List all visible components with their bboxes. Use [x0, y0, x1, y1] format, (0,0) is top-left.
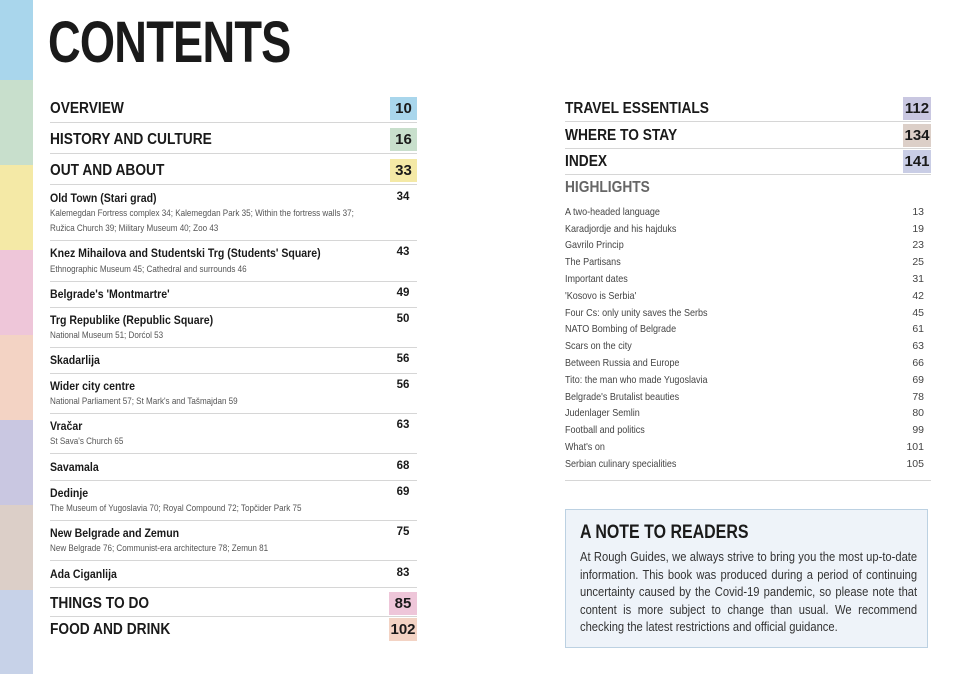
divider: [565, 121, 931, 122]
subsection-page: 75: [396, 526, 410, 538]
section-history-page: 16: [390, 128, 417, 151]
section-travel-essentials-page: 112: [903, 97, 931, 120]
subsection-title[interactable]: New Belgrade and Zemun: [50, 526, 180, 540]
section-index-label[interactable]: INDEX: [565, 153, 608, 170]
highlight-label[interactable]: A two-headed language: [565, 206, 660, 218]
highlight-page: 25: [912, 256, 924, 268]
subsection-title[interactable]: Belgrade's 'Montmartre': [50, 287, 170, 301]
note-title: A NOTE TO READERS: [580, 522, 749, 543]
stripe-segment: [0, 250, 33, 335]
highlight-label[interactable]: 'Kosovo is Serbia': [565, 290, 637, 302]
highlight-label[interactable]: Karadjordje and his hajduks: [565, 223, 677, 235]
subsection-title[interactable]: Vračar: [50, 419, 83, 433]
subsection-details: The Museum of Yugoslavia 70; Royal Compound 72; Topčider Park 75: [50, 503, 302, 514]
highlight-page: 69: [912, 374, 924, 386]
subsection-title[interactable]: Savamala: [50, 460, 99, 474]
subsection-title[interactable]: Wider city centre: [50, 379, 136, 393]
subsection-details: Kalemegdan Fortress complex 34; Kalemegdan Park 35; Within the fortress walls 37;: [50, 208, 354, 219]
subsection-page: 63: [396, 419, 410, 431]
subsection-details: New Belgrade 76; Communist-era architecture 78; Zemun 81: [50, 543, 269, 554]
highlight-label[interactable]: Judenlager Semlin: [565, 407, 640, 419]
divider: [50, 413, 417, 414]
section-out-about-page: 33: [390, 159, 417, 182]
subsection-details: Ružica Church 39; Military Museum 40; Zoo 43: [50, 223, 219, 234]
highlights-heading: HIGHLIGHTS: [565, 179, 650, 196]
subsection-details: National Museum 51; Dorćol 53: [50, 330, 164, 341]
highlight-page: 101: [906, 441, 924, 453]
divider: [50, 122, 417, 123]
subsection-title[interactable]: Trg Republike (Republic Square): [50, 313, 214, 327]
subsection-page: 69: [396, 486, 410, 498]
highlight-page: 78: [912, 391, 924, 403]
stripe-segment: [0, 590, 33, 674]
stripe-segment: [0, 420, 33, 505]
subsection-page: 43: [396, 246, 410, 258]
subsection-title[interactable]: Ada Ciganlija: [50, 567, 117, 581]
highlight-label[interactable]: Serbian culinary specialities: [565, 458, 677, 470]
stripe-segment: [0, 335, 33, 420]
highlight-page: 45: [912, 307, 924, 319]
stripe-segment: [0, 165, 33, 250]
highlight-label[interactable]: Football and politics: [565, 424, 645, 436]
highlight-page: 19: [912, 223, 924, 235]
stripe-segment: [0, 0, 33, 80]
section-travel-essentials-label[interactable]: TRAVEL ESSENTIALS: [565, 100, 709, 117]
divider: [50, 560, 417, 561]
highlight-label[interactable]: NATO Bombing of Belgrade: [565, 323, 677, 335]
subsection-page: 34: [396, 191, 410, 203]
divider: [50, 281, 417, 282]
divider: [50, 616, 417, 617]
highlight-page: 80: [912, 407, 924, 419]
highlight-label[interactable]: Scars on the city: [565, 340, 632, 352]
section-things-to-do-page: 85: [389, 592, 417, 615]
divider: [50, 153, 417, 154]
subsection-details: St Sava's Church 65: [50, 436, 124, 447]
note-to-readers-box: [565, 509, 928, 648]
highlight-label[interactable]: Important dates: [565, 273, 628, 285]
divider: [50, 373, 417, 374]
highlight-label[interactable]: Belgrade's Brutalist beauties: [565, 391, 680, 403]
section-food-drink-page: 102: [389, 618, 417, 641]
subsection-title[interactable]: Skadarlija: [50, 353, 100, 367]
subsection-details: National Parliament 57; St Mark's and Tašmajdan 59: [50, 396, 238, 407]
section-where-to-stay-page: 134: [903, 124, 931, 147]
subsection-title[interactable]: Knez Mihailova and Studentski Trg (Students' Square): [50, 246, 321, 260]
subsection-title[interactable]: Dedinje: [50, 486, 89, 500]
section-where-to-stay-label[interactable]: WHERE TO STAY: [565, 127, 678, 144]
divider: [565, 174, 931, 175]
divider: [50, 240, 417, 241]
highlight-page: 61: [912, 323, 924, 335]
highlight-page: 23: [912, 239, 924, 251]
highlight-page: 42: [912, 290, 924, 302]
subsection-page: 50: [396, 313, 410, 325]
stripe-segment: [0, 505, 33, 590]
highlight-page: 13: [912, 206, 924, 218]
divider: [50, 184, 417, 185]
highlight-page: 66: [912, 357, 924, 369]
highlight-page: 31: [912, 273, 924, 285]
highlight-page: 105: [906, 458, 924, 470]
section-things-to-do-label[interactable]: THINGS TO DO: [50, 595, 150, 612]
section-index-page: 141: [903, 150, 931, 173]
divider: [50, 520, 417, 521]
subsection-title[interactable]: Old Town (Stari grad): [50, 191, 157, 205]
divider: [50, 587, 417, 588]
divider: [50, 307, 417, 308]
stripe-segment: [0, 80, 33, 165]
highlight-page: 99: [912, 424, 924, 436]
highlight-page: 63: [912, 340, 924, 352]
subsection-page: 49: [396, 287, 410, 299]
note-body: At Rough Guides, we always strive to bring you the most up-to-date information. This book was produced during a period of continuing uncertainty caused by the Covid-19 pandemic, so please note that content is more subject to change than usual. We recommend checking the latest restrictions and official guidance.: [580, 549, 918, 634]
subsection-page: 56: [396, 353, 410, 365]
highlight-label[interactable]: Four Cs: only unity saves the Serbs: [565, 307, 708, 319]
highlight-label[interactable]: The Partisans: [565, 256, 621, 268]
color-stripe: [0, 0, 33, 674]
highlight-label[interactable]: Between Russia and Europe: [565, 357, 680, 369]
divider: [50, 453, 417, 454]
highlight-label[interactable]: What's on: [565, 441, 605, 453]
section-out-about-label[interactable]: OUT AND ABOUT: [50, 162, 165, 179]
section-history-label[interactable]: HISTORY AND CULTURE: [50, 131, 212, 148]
section-overview-label[interactable]: OVERVIEW: [50, 100, 124, 117]
divider: [50, 480, 417, 481]
subsection-details: Ethnographic Museum 45; Cathedral and surrounds 46: [50, 264, 247, 275]
divider: [565, 148, 931, 149]
section-food-drink-label[interactable]: FOOD AND DRINK: [50, 621, 171, 638]
divider: [565, 480, 931, 481]
subsection-page: 68: [396, 460, 410, 472]
highlight-label[interactable]: Tito: the man who made Yugoslavia: [565, 374, 708, 386]
highlight-label[interactable]: Gavrilo Princip: [565, 239, 624, 251]
page-title: CONTENTS: [48, 10, 291, 75]
divider: [50, 347, 417, 348]
section-overview-page: 10: [390, 97, 417, 120]
subsection-page: 83: [396, 567, 410, 579]
subsection-page: 56: [396, 379, 410, 391]
